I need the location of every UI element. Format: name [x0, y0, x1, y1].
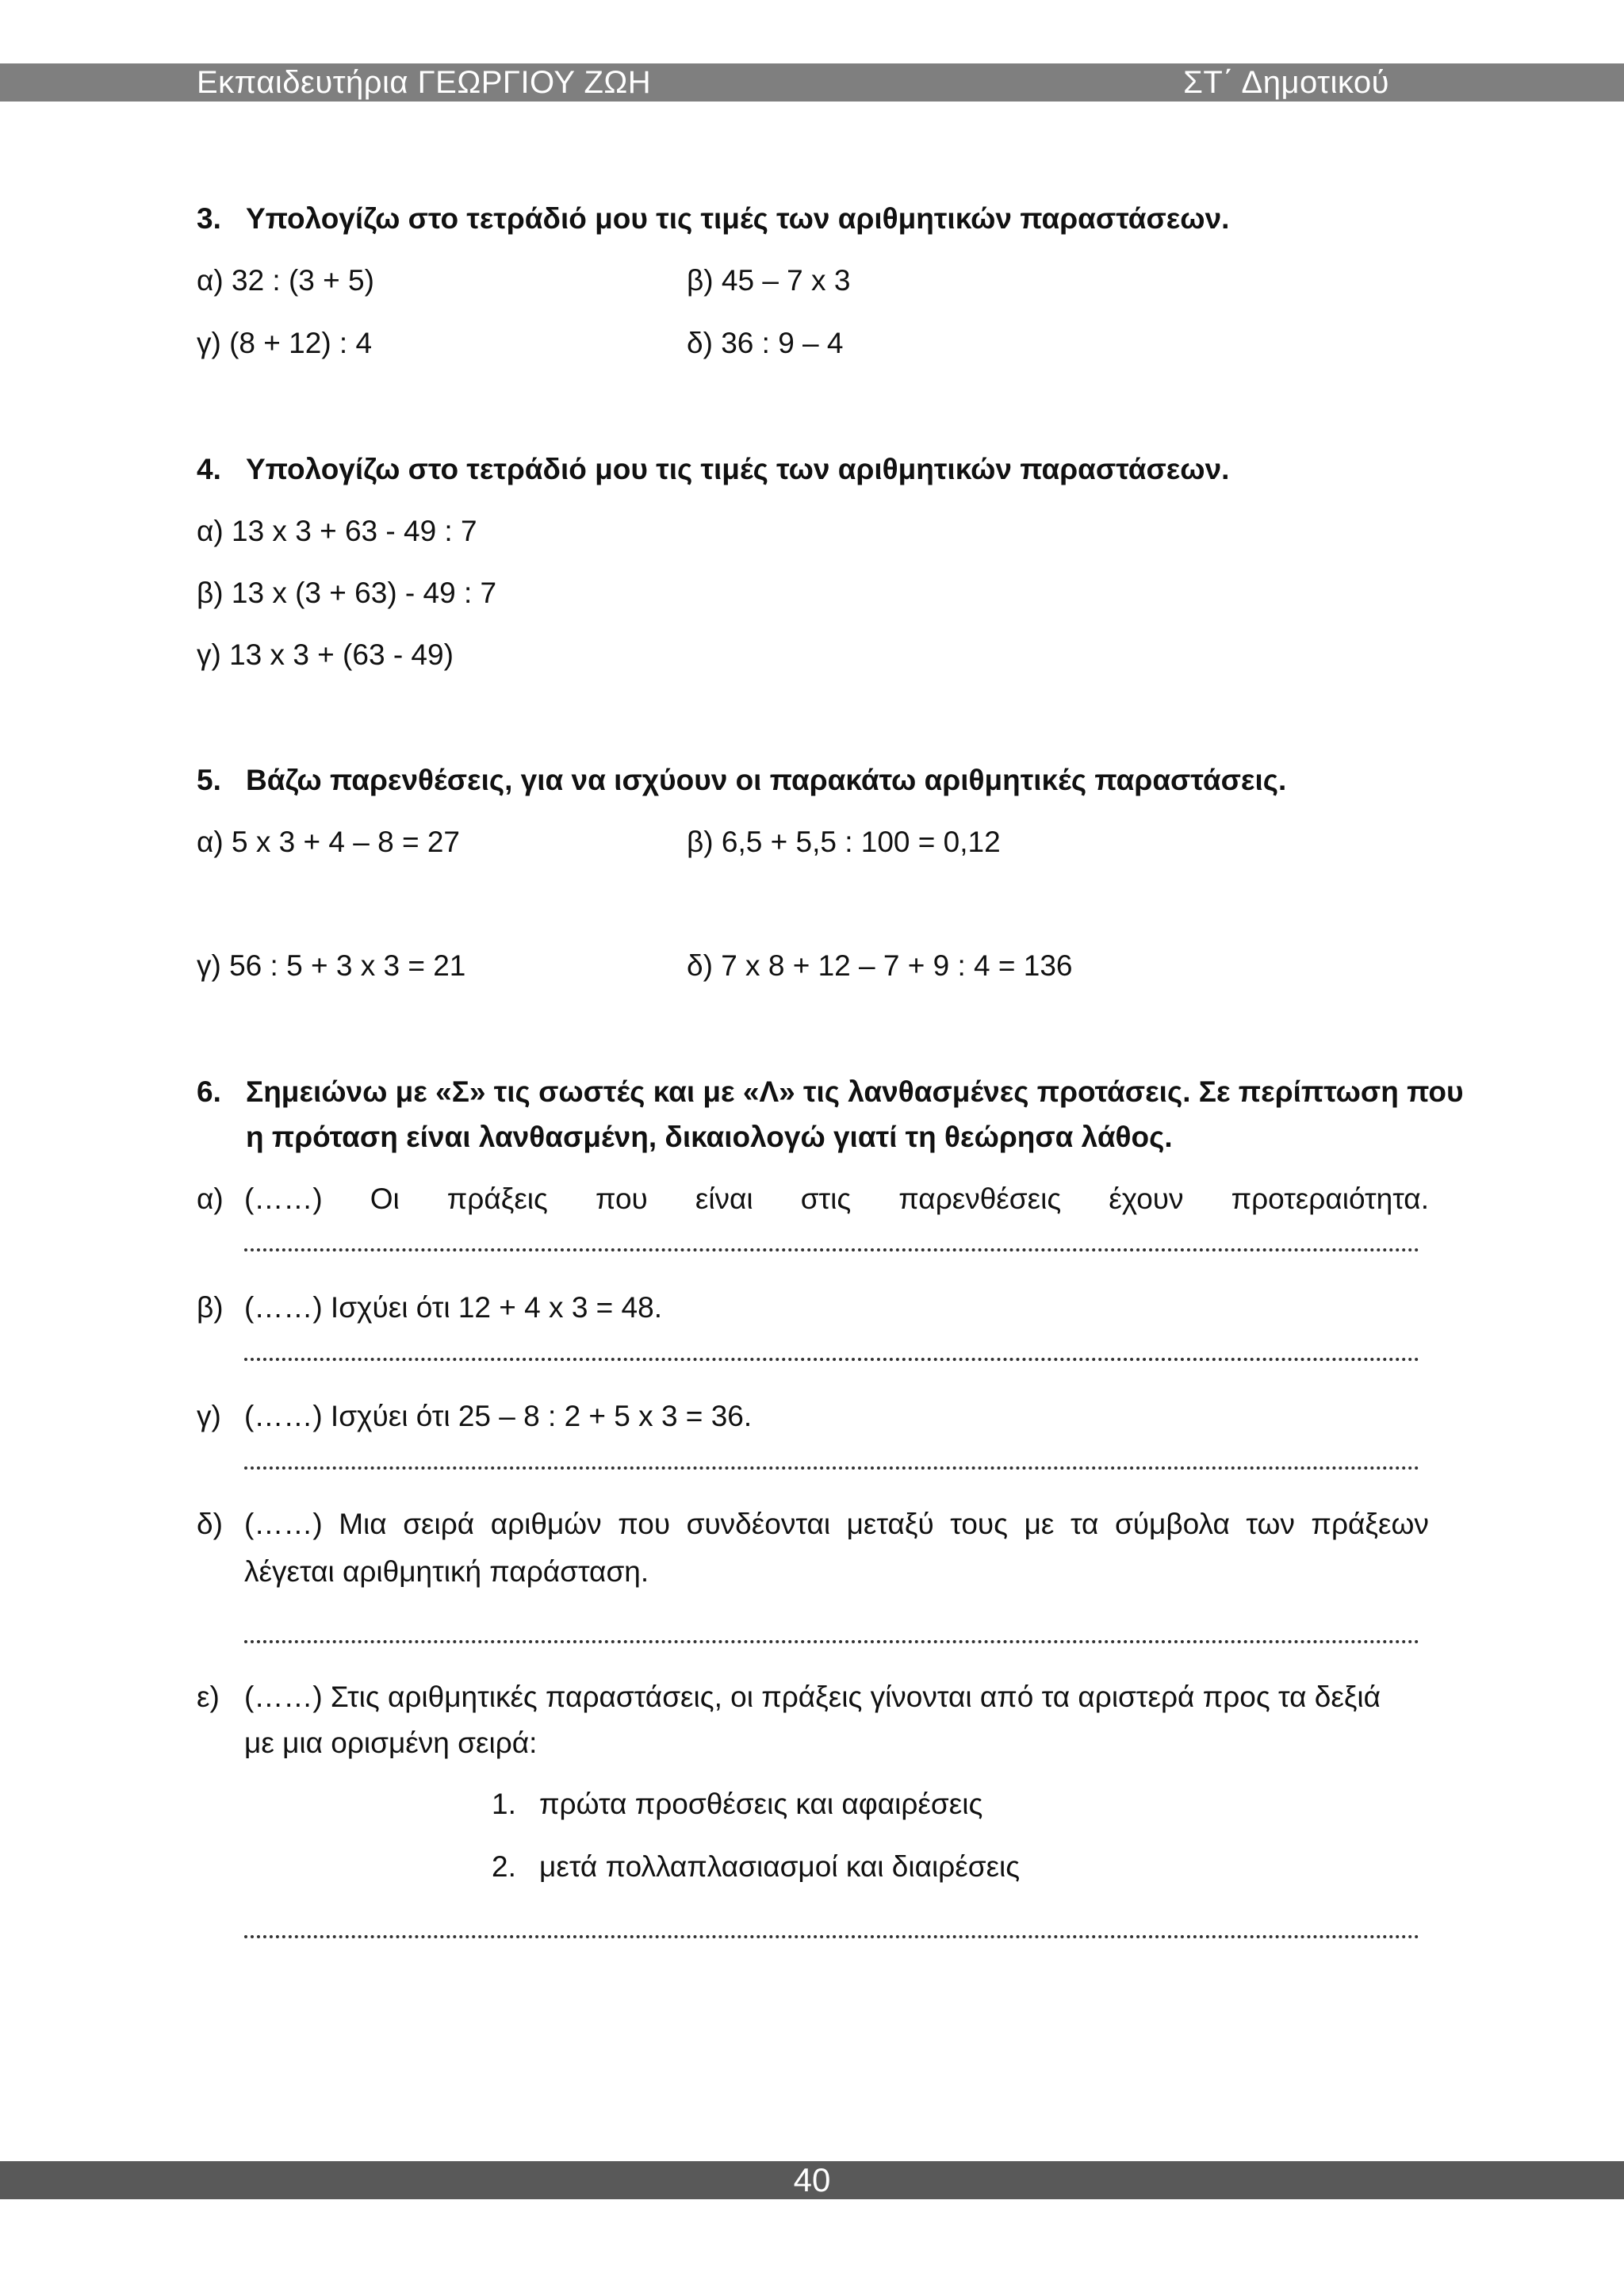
header-school-name: Εκπαιδευτήρια ΓΕΩΡΓΙΟΥ ΖΩΗ [197, 65, 652, 100]
exercise-5-title: Βάζω παρενθέσεις, για να ισχύουν οι παρακάτω αριθμητικές παραστάσεις. [246, 764, 1287, 796]
exercise-6-title-line2: η πρόταση είναι λανθασμένη, δικαιολογώ γιατί τη θεώρησα λάθος. [246, 1121, 1173, 1153]
item-d-word: με [1024, 1508, 1055, 1540]
answer-line-d[interactable] [244, 1640, 1419, 1643]
exercise-3-title: Υπολογίζω στο τετράδιό μου τις τιμές των αριθμητικών παραστάσεων. [246, 202, 1230, 235]
exercise-6-item-b-text: (……) Ισχύει ότι 12 + 4 x 3 = 48. [244, 1291, 662, 1324]
item-a-word: (……) [244, 1182, 323, 1215]
item-d-word: των [1246, 1508, 1295, 1540]
item-d-word: πράξεων [1311, 1508, 1429, 1540]
exercise-4-item-a: α) 13 x 3 + 63 - 49 : 7 [197, 515, 477, 547]
item-d-word: (……) [244, 1508, 323, 1540]
exercise-5-number: 5. [197, 764, 221, 796]
answer-line-a[interactable] [244, 1248, 1419, 1251]
answer-line-c[interactable] [244, 1466, 1419, 1470]
item-a-word: πράξεις [446, 1182, 548, 1215]
exercise-3-item-d: δ) 36 : 9 – 4 [687, 327, 844, 359]
header-grade: ΣΤ΄ Δημοτικού [1183, 65, 1389, 100]
exercise-5-item-a: α) 5 x 3 + 4 – 8 = 27 [197, 826, 460, 858]
exercise-6-item-a-label: α) [197, 1182, 224, 1215]
exercise-6-item-d-label: δ) [197, 1508, 223, 1540]
exercise-6-item-e-line1: (……) Στις αριθμητικές παραστάσεις, οι πράξεις γίνονται από τα αριστερά προς τα δεξιά [244, 1681, 1381, 1713]
item-a-word: παρενθέσεις [898, 1182, 1062, 1215]
exercise-3-number: 3. [197, 202, 221, 235]
exercise-6-item-b-label: β) [197, 1291, 224, 1324]
sub-item-2-text: μετά πολλαπλασιασμοί και διαιρέσεις [539, 1850, 1021, 1883]
page-number: 40 [793, 2161, 831, 2198]
item-d-word: τους [950, 1508, 1009, 1540]
exercise-3-item-c: γ) (8 + 12) : 4 [197, 327, 373, 359]
exercise-4-item-c: γ) 13 x 3 + (63 - 49) [197, 638, 454, 671]
exercise-4-number: 4. [197, 453, 221, 485]
exercise-5-item-d: δ) 7 x 8 + 12 – 7 + 9 : 4 = 136 [687, 949, 1073, 982]
exercise-6-item-a-text [244, 1182, 1429, 1217]
exercise-4-title: Υπολογίζω στο τετράδιό μου τις τιμές των αριθμητικών παραστάσεων. [246, 453, 1230, 485]
sub-item-1-text: πρώτα προσθέσεις και αφαιρέσεις [539, 1788, 983, 1820]
item-d-word: που [618, 1508, 671, 1540]
item-a-word: είναι [695, 1182, 753, 1215]
exercise-6-item-d-text [244, 1507, 1429, 1542]
item-a-word: έχουν [1109, 1182, 1184, 1215]
item-d-word: συνδέονται [686, 1508, 831, 1540]
exercise-6-item-c-label: γ) [197, 1400, 221, 1432]
item-d-word: σύμβολα [1114, 1508, 1230, 1540]
exercise-6-item-d-line2: λέγεται αριθμητική παράσταση. [244, 1555, 649, 1588]
answer-line-b[interactable] [244, 1358, 1419, 1361]
exercise-4-item-b: β) 13 x (3 + 63) - 49 : 7 [197, 577, 497, 609]
item-d-word: αριθμών [490, 1508, 602, 1540]
item-d-word: μεταξύ [846, 1508, 934, 1540]
item-d-word: Μια [339, 1508, 387, 1540]
sub-item-2-number: 2. [492, 1850, 516, 1883]
sub-item-1-number: 1. [492, 1788, 516, 1820]
exercise-3-item-a: α) 32 : (3 + 5) [197, 264, 374, 297]
exercise-5-item-c: γ) 56 : 5 + 3 x 3 = 21 [197, 949, 466, 982]
exercise-6-number: 6. [197, 1075, 221, 1108]
item-d-word: τα [1070, 1508, 1099, 1540]
item-a-word: που [595, 1182, 648, 1215]
exercise-3-item-b: β) 45 – 7 x 3 [687, 264, 851, 297]
exercise-5-item-b: β) 6,5 + 5,5 : 100 = 0,12 [687, 826, 1001, 858]
item-a-word: Οι [370, 1182, 400, 1215]
item-a-word: στις [800, 1182, 852, 1215]
exercise-6-item-e-label: ε) [197, 1681, 220, 1713]
exercise-6-item-c-text: (……) Ισχύει ότι 25 – 8 : 2 + 5 x 3 = 36. [244, 1400, 753, 1432]
exercise-6-title-line1: Σημειώνω με «Σ» τις σωστές και με «Λ» τις λανθασμένες προτάσεις. Σε περίπτωση που [246, 1075, 1464, 1108]
exercise-6-item-e-line2: με μια ορισμένη σειρά: [244, 1727, 538, 1759]
item-d-word: σειρά [403, 1508, 475, 1540]
answer-line-e[interactable] [244, 1935, 1419, 1938]
item-a-word: προτεραιότητα. [1231, 1182, 1429, 1215]
